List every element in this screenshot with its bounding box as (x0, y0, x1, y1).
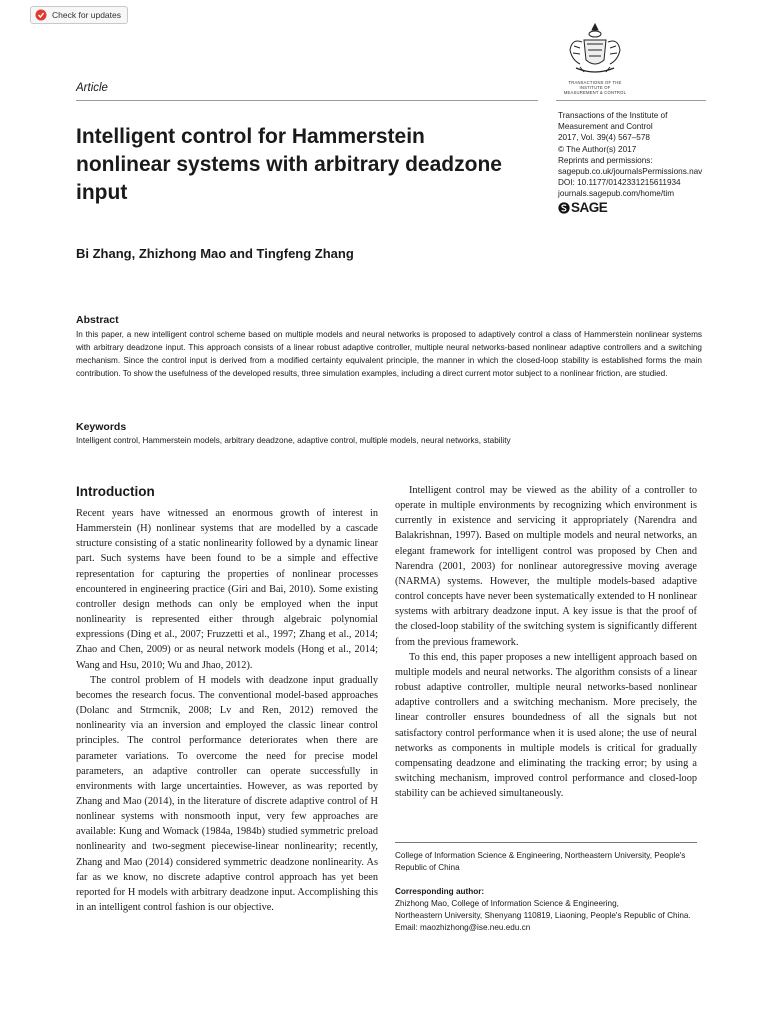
institute-crest-logo (560, 20, 630, 100)
article-type-label: Article (76, 82, 108, 94)
corresponding-author-name: Zhizhong Mao, College of Information Science & Engineering, (395, 899, 619, 908)
body-paragraph: Intelligent control may be viewed as the ability of a controller to operate in multiple environments by recognizing which environment is currently in existence and servicing it appropriately (Narendra and Balakrishnan, 1997). Based on multiple models and neural networks, an elegant framework for intelligent control was proposed by Chen and Narendra (2001, 2003) for nonlinear autoregressive moving average (NARMA) systems. However, the multiple models-based adaptive control concepts have never been systematically extended to H nonlinear systems with arbitrary deadzone input. A key issue is that the proof of the closed-loop stability of the switching system is significantly different from the previous framework. (395, 485, 697, 648)
crest-line: MEASUREMENT & CONTROL (563, 90, 627, 95)
sage-logo (558, 202, 748, 214)
permissions-link[interactable]: sagepub.co.uk/journalsPermissions.nav (558, 167, 703, 177)
sage-s-icon (558, 202, 570, 214)
keywords-heading: Keywords (76, 421, 127, 433)
corresponding-author-address: Northeastern University, Shenyang 110819, Liaoning, People's Republic of China. (395, 911, 691, 920)
affiliation-block (395, 850, 705, 934)
keywords-section (76, 421, 702, 447)
abstract-text: In this paper, a new intelligent control scheme based on multiple models and neural networks is proposed to adaptively control a class of Hammerstein nonlinear systems with arbitrary deadzone input. This approach consists of a linear robust adaptive controller, multiple neural networks-based nonlinear adaptive controllers and a switching mechanism. Since the control input is derived from a modified certainty equivalent principle, the manner in which the closed-loop stability is established forms the main contribution. To show the usefulness of the developed results, three simulation examples, including a direct current motor subject to a nonlinear friction, are studied. (76, 330, 702, 378)
body-paragraph: The control problem of H models with deadzone input gradually becomes the research focus. The conventional model-based approaches (Dolanc and Strmcnik, 2008; Lv and Ren, 2012) removed the nonlinearity via an inversion and employed the classic linear control principles. The control performance deteriorates when there are parameter variations. To overcome the need for precise model parameters, an adaptive controller can operate successfully in environments with large uncertainties. However, as was reported by Zhang and Mao (2014), in the literature of discrete adaptive control of H nonlinear systems with nonsmooth input, very few approaches are available: Kung and Womack (1984a, 1984b) studied symmetric preload nonlinearity and two-segment piecewise-linear nonlinearity; recently, Zhang and Mao (2014) considered symmetric deadzone nonlinearity. As far as we know, no discrete adaptive control approach has yet been reported for H models with arbitrary deadzone input. Accomplishing this in an intelligent control fashion is our objective. (76, 674, 378, 914)
corresponding-author-email[interactable]: Email: maozhizhong@ise.neu.edu.cn (395, 923, 531, 932)
crest-emblem-icon (560, 20, 630, 80)
paper-title: Intelligent control for Hammerstein nonlinear systems with arbitrary deadzone input (76, 125, 502, 204)
body-paragraph: To this end, this paper proposes a new intelligent approach based on multiple models and neural networks. The algorithm consists of a linear robust adaptive controller, multiple neural networks-based nonlinear adaptive controllers and a switching mechanism. More precisely, the linear controller ensures boundedness of all the signals but not satisfactory control performance when it is used alone; the use of neural networks as components in multiple models is critical for gradually compensating deadzone and eliminating the tracking error; by using a switching mechanism, improved control performance and closed-loop stability can be achieved simultaneously. (395, 651, 697, 800)
doi-link[interactable]: DOI: 10.1177/0142331215611934 (558, 178, 681, 188)
introduction-heading: Introduction (76, 484, 155, 499)
journal-info-line: © The Author(s) 2017 (558, 144, 637, 154)
footnote-divider (395, 842, 697, 843)
abstract-section (76, 314, 702, 380)
header-divider (76, 100, 538, 101)
journal-info-line: Measurement and Control (558, 122, 653, 132)
keywords-text: Intelligent control, Hammerstein models, arbitrary deadzone, adaptive control, multiple models, neural networks, stability (76, 436, 511, 445)
check-for-updates-icon (35, 9, 47, 21)
right-column (395, 483, 697, 801)
journal-homepage-link[interactable]: journals.sagepub.com/home/tim (558, 189, 675, 199)
journal-info (558, 110, 748, 214)
journal-info-line: 2017, Vol. 39(4) 567–578 (558, 133, 650, 143)
affiliation-institution: College of Information Science & Engineering, Northeastern University, People's Republic of China (395, 851, 686, 872)
header-divider (556, 100, 706, 101)
crest-line: INSTITUTE OF (579, 85, 611, 90)
crest-line: TRANSACTIONS OF THE (568, 80, 622, 85)
left-column (76, 506, 378, 915)
author-list: Bi Zhang, Zhizhong Mao and Tingfeng Zhang (76, 246, 354, 261)
sage-wordmark: SAGE (571, 200, 608, 216)
corresponding-author-heading: Corresponding author: (395, 887, 485, 896)
check-for-updates-button[interactable] (30, 6, 128, 24)
body-paragraph: Recent years have witnessed an enormous growth of interest in Hammerstein (H) nonlinear systems that are modelled by a cascade structure consisting of a static nonlinearity followed by a dynamic linear part. Such systems have been found to be a simple and effective representation for capturing the properties of nonlinear processes encountered in engineering practice (Giri and Bai, 2010). Some existing controller design methods can only be employed when the input nonlinearity is represented either through algebraic polynomial expressions (Ding et al., 2007; Fruzzetti et al., 1997; Zhang et al., 2014; Zhao and Chen, 2009) or as neural network models (Hong et al., 2014; Wang and Hsu, 2010; Wu and Jhao, 2012). (76, 508, 378, 671)
check-for-updates-label: Check for updates (52, 10, 121, 20)
journal-info-line: Reprints and permissions: (558, 155, 653, 165)
journal-info-line: Transactions of the Institute of (558, 111, 668, 120)
abstract-heading: Abstract (76, 314, 119, 326)
